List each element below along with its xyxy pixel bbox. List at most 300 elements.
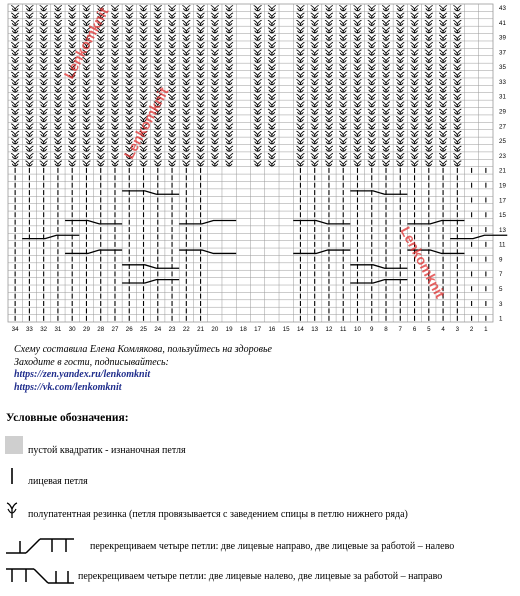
half-fisherman-stitch bbox=[382, 87, 390, 92]
half-fisherman-stitch bbox=[411, 20, 419, 25]
half-fisherman-stitch bbox=[182, 139, 190, 144]
half-fisherman-stitch bbox=[54, 57, 62, 62]
half-fisherman-stitch bbox=[296, 20, 304, 25]
half-fisherman-stitch bbox=[439, 139, 447, 144]
half-fisherman-stitch bbox=[268, 109, 276, 114]
half-fisherman-stitch bbox=[396, 57, 404, 62]
half-fisherman-stitch bbox=[439, 146, 447, 151]
half-fisherman-stitch bbox=[268, 153, 276, 158]
half-fisherman-stitch bbox=[368, 139, 376, 144]
half-fisherman-stitch bbox=[325, 124, 333, 129]
half-fisherman-stitch bbox=[311, 42, 319, 47]
half-fisherman-stitch bbox=[425, 94, 433, 99]
half-fisherman-stitch bbox=[453, 79, 461, 84]
half-fisherman-stitch bbox=[97, 57, 105, 62]
half-fisherman-stitch bbox=[111, 65, 119, 70]
half-fisherman-stitch bbox=[182, 42, 190, 47]
half-fisherman-stitch bbox=[425, 87, 433, 92]
half-fisherman-stitch bbox=[368, 153, 376, 158]
half-fisherman-stitch bbox=[411, 65, 419, 70]
half-fisherman-stitch bbox=[125, 28, 133, 33]
half-fisherman-stitch bbox=[339, 87, 347, 92]
half-fisherman-stitch bbox=[254, 87, 262, 92]
half-fisherman-stitch bbox=[140, 65, 148, 70]
half-fisherman-stitch bbox=[339, 131, 347, 136]
half-fisherman-stitch bbox=[182, 72, 190, 77]
half-fisherman-stitch bbox=[168, 139, 176, 144]
half-fisherman-stitch bbox=[11, 20, 19, 25]
half-fisherman-stitch bbox=[425, 42, 433, 47]
half-fisherman-stitch bbox=[439, 13, 447, 18]
half-fisherman-stitch bbox=[339, 116, 347, 121]
half-fisherman-stitch bbox=[254, 50, 262, 55]
half-fisherman-stitch bbox=[339, 79, 347, 84]
half-fisherman-stitch bbox=[225, 57, 233, 62]
half-fisherman-stitch bbox=[197, 79, 205, 84]
half-fisherman-stitch bbox=[140, 20, 148, 25]
half-fisherman-stitch bbox=[268, 72, 276, 77]
half-fisherman-stitch bbox=[311, 131, 319, 136]
half-fisherman-stitch bbox=[268, 87, 276, 92]
half-fisherman-stitch bbox=[368, 28, 376, 33]
half-fisherman-stitch bbox=[296, 87, 304, 92]
half-fisherman-stitch bbox=[268, 94, 276, 99]
half-fisherman-stitch bbox=[40, 131, 48, 136]
half-fisherman-stitch bbox=[40, 153, 48, 158]
half-fisherman-stitch bbox=[140, 153, 148, 158]
half-fisherman-stitch bbox=[182, 124, 190, 129]
half-fisherman-stitch bbox=[154, 20, 162, 25]
credits-author: Схему составила Елена Комлякова, пользуйтесь на здоровье bbox=[14, 344, 272, 355]
stitch-number-label: 25 bbox=[140, 326, 147, 333]
half-fisherman-stitch bbox=[211, 65, 219, 70]
half-fisherman-stitch bbox=[453, 72, 461, 77]
half-fisherman-stitch bbox=[325, 153, 333, 158]
half-fisherman-stitch bbox=[453, 116, 461, 121]
half-fisherman-stitch bbox=[40, 79, 48, 84]
half-fisherman-stitch bbox=[396, 79, 404, 84]
half-fisherman-stitch bbox=[182, 50, 190, 55]
half-fisherman-stitch bbox=[82, 6, 90, 11]
half-fisherman-stitch bbox=[353, 50, 361, 55]
half-fisherman-stitch bbox=[154, 42, 162, 47]
half-fisherman-stitch bbox=[425, 102, 433, 107]
half-fisherman-stitch bbox=[211, 72, 219, 77]
half-fisherman-stitch bbox=[439, 79, 447, 84]
half-fisherman-stitch bbox=[353, 87, 361, 92]
half-fisherman-stitch bbox=[168, 50, 176, 55]
half-fisherman-stitch bbox=[225, 13, 233, 18]
stitch-number-label: 31 bbox=[54, 326, 62, 333]
half-fisherman-stitch bbox=[325, 79, 333, 84]
half-fisherman-stitch bbox=[382, 72, 390, 77]
half-fisherman-stitch bbox=[353, 94, 361, 99]
half-fisherman-stitch bbox=[368, 161, 376, 166]
half-fisherman-stitch bbox=[311, 124, 319, 129]
half-fisherman-stitch bbox=[396, 124, 404, 129]
half-fisherman-stitch bbox=[396, 161, 404, 166]
half-fisherman-stitch bbox=[97, 72, 105, 77]
half-fisherman-stitch bbox=[411, 79, 419, 84]
half-fisherman-stitch bbox=[353, 65, 361, 70]
half-fisherman-stitch bbox=[396, 20, 404, 25]
half-fisherman-stitch bbox=[396, 65, 404, 70]
half-fisherman-stitch bbox=[54, 94, 62, 99]
half-fisherman-stitch bbox=[197, 153, 205, 158]
half-fisherman-stitch bbox=[154, 65, 162, 70]
half-fisherman-stitch bbox=[40, 42, 48, 47]
half-fisherman-stitch bbox=[125, 116, 133, 121]
half-fisherman-stitch bbox=[197, 6, 205, 11]
half-fisherman-stitch bbox=[425, 20, 433, 25]
half-fisherman-stitch bbox=[396, 50, 404, 55]
half-fisherman-stitch bbox=[40, 6, 48, 11]
half-fisherman-stitch bbox=[54, 87, 62, 92]
half-fisherman-stitch bbox=[82, 153, 90, 158]
half-fisherman-stitch bbox=[97, 131, 105, 136]
half-fisherman-stitch bbox=[154, 153, 162, 158]
half-fisherman-stitch bbox=[325, 50, 333, 55]
half-fisherman-stitch bbox=[82, 79, 90, 84]
half-fisherman-stitch bbox=[68, 153, 76, 158]
half-fisherman-stitch bbox=[25, 57, 33, 62]
half-fisherman-stitch bbox=[411, 42, 419, 47]
half-fisherman-stitch bbox=[382, 28, 390, 33]
half-fisherman-stitch bbox=[154, 139, 162, 144]
half-fisherman-stitch bbox=[439, 153, 447, 158]
half-fisherman-stitch bbox=[182, 79, 190, 84]
half-fisherman-stitch bbox=[40, 20, 48, 25]
half-fisherman-stitch bbox=[325, 102, 333, 107]
half-fisherman-stitch bbox=[439, 102, 447, 107]
half-fisherman-stitch bbox=[225, 139, 233, 144]
half-fisherman-stitch bbox=[25, 139, 33, 144]
half-fisherman-stitch bbox=[453, 42, 461, 47]
half-fisherman-stitch bbox=[25, 42, 33, 47]
stitch-number-label: 18 bbox=[239, 326, 247, 333]
half-fisherman-stitch bbox=[125, 42, 133, 47]
half-fisherman-stitch bbox=[353, 57, 361, 62]
half-fisherman-stitch bbox=[254, 94, 262, 99]
half-fisherman-stitch bbox=[396, 153, 404, 158]
half-fisherman-stitch bbox=[197, 87, 205, 92]
half-fisherman-stitch bbox=[197, 124, 205, 129]
half-fisherman-stitch bbox=[140, 87, 148, 92]
half-fisherman-stitch bbox=[225, 6, 233, 11]
half-fisherman-stitch bbox=[311, 50, 319, 55]
half-fisherman-stitch bbox=[268, 131, 276, 136]
half-fisherman-stitch bbox=[211, 116, 219, 121]
half-fisherman-stitch bbox=[368, 50, 376, 55]
half-fisherman-stitch bbox=[82, 146, 90, 151]
half-fisherman-stitch bbox=[182, 131, 190, 136]
half-fisherman-stitch bbox=[382, 79, 390, 84]
half-fisherman-stitch bbox=[382, 65, 390, 70]
half-fisherman-stitch bbox=[311, 65, 319, 70]
half-fisherman-stitch bbox=[25, 124, 33, 129]
half-fisherman-stitch bbox=[140, 72, 148, 77]
half-fisherman-stitch bbox=[254, 35, 262, 40]
half-fisherman-stitch bbox=[453, 146, 461, 151]
half-fisherman-stitch bbox=[368, 102, 376, 107]
half-fisherman-stitch bbox=[11, 94, 19, 99]
half-fisherman-stitch bbox=[396, 42, 404, 47]
half-fisherman-stitch bbox=[82, 94, 90, 99]
stitch-number-label: 27 bbox=[111, 326, 119, 333]
half-fisherman-stitch bbox=[368, 42, 376, 47]
half-fisherman-stitch bbox=[339, 28, 347, 33]
half-fisherman-stitch bbox=[54, 13, 62, 18]
half-fisherman-stitch bbox=[68, 146, 76, 151]
vk-link[interactable]: https://vk.com/lenkomknit bbox=[14, 381, 122, 393]
half-fisherman-stitch bbox=[311, 6, 319, 11]
half-fisherman-stitch bbox=[168, 42, 176, 47]
watermark-2: Lenkomknit bbox=[120, 84, 172, 162]
stitch-number-label: 34 bbox=[11, 326, 19, 333]
half-fisherman-stitch bbox=[111, 6, 119, 11]
half-fisherman-stitch bbox=[296, 161, 304, 166]
half-fisherman-stitch bbox=[68, 131, 76, 136]
half-fisherman-stitch bbox=[197, 116, 205, 121]
half-fisherman-stitch bbox=[25, 35, 33, 40]
half-fisherman-stitch bbox=[425, 6, 433, 11]
row-number-label: 27 bbox=[499, 123, 506, 131]
half-fisherman-stitch bbox=[254, 116, 262, 121]
half-fisherman-stitch bbox=[40, 28, 48, 33]
half-fisherman-stitch bbox=[140, 13, 148, 18]
half-fisherman-stitch bbox=[268, 65, 276, 70]
half-fisherman-stitch bbox=[125, 87, 133, 92]
half-fisherman-stitch bbox=[68, 6, 76, 11]
half-fisherman-stitch bbox=[168, 20, 176, 25]
half-fisherman-stitch bbox=[182, 153, 190, 158]
half-fisherman-stitch bbox=[68, 124, 76, 129]
half-fisherman-stitch bbox=[268, 50, 276, 55]
half-fisherman-stitch bbox=[68, 139, 76, 144]
half-fisherman-stitch bbox=[40, 13, 48, 18]
half-fisherman-stitch bbox=[211, 124, 219, 129]
half-fisherman-stitch bbox=[168, 146, 176, 151]
half-fisherman-stitch bbox=[125, 35, 133, 40]
half-fisherman-stitch bbox=[54, 20, 62, 25]
half-fisherman-stitch bbox=[439, 87, 447, 92]
half-fisherman-stitch bbox=[211, 35, 219, 40]
credits-invite: Заходите в гости, подписывайтесь: bbox=[14, 356, 169, 368]
half-fisherman-stitch bbox=[325, 65, 333, 70]
half-fisherman-stitch bbox=[425, 153, 433, 158]
half-fisherman-stitch bbox=[197, 131, 205, 136]
row-number-label: 3 bbox=[499, 300, 503, 308]
stitch-number-label: 4 bbox=[441, 326, 445, 333]
half-fisherman-stitch bbox=[11, 102, 19, 107]
half-fisherman-stitch bbox=[396, 109, 404, 114]
half-fisherman-stitch bbox=[168, 35, 176, 40]
half-fisherman-stitch bbox=[396, 116, 404, 121]
half-fisherman-stitch bbox=[168, 153, 176, 158]
half-fisherman-stitch bbox=[25, 50, 33, 55]
half-fisherman-stitch bbox=[125, 13, 133, 18]
watermarks bbox=[61, 4, 449, 301]
half-fisherman-stitch bbox=[296, 50, 304, 55]
half-fisherman-stitch bbox=[68, 13, 76, 18]
half-fisherman-stitch bbox=[168, 131, 176, 136]
half-fisherman-stitch bbox=[382, 6, 390, 11]
half-fisherman-stitch bbox=[168, 6, 176, 11]
half-fisherman-stitch bbox=[111, 146, 119, 151]
half-fisherman-stitch bbox=[254, 153, 262, 158]
half-fisherman-stitch bbox=[311, 79, 319, 84]
half-fisherman-stitch bbox=[411, 72, 419, 77]
half-fisherman-stitch bbox=[339, 20, 347, 25]
row-number-label: 19 bbox=[499, 182, 506, 190]
half-fisherman-stitch bbox=[425, 146, 433, 151]
half-fisherman-stitch bbox=[54, 139, 62, 144]
half-fisherman-stitch bbox=[140, 161, 148, 166]
half-fisherman-stitch bbox=[311, 109, 319, 114]
half-fisherman-stitch bbox=[382, 109, 390, 114]
half-fisherman-stitch bbox=[411, 146, 419, 151]
half-fisherman-stitch bbox=[68, 28, 76, 33]
half-fisherman-stitch bbox=[325, 146, 333, 151]
half-fisherman-stitch bbox=[225, 87, 233, 92]
half-fisherman-stitch bbox=[296, 109, 304, 114]
half-fisherman-stitch bbox=[368, 13, 376, 18]
half-fisherman-stitch bbox=[268, 42, 276, 47]
half-fisherman-stitch bbox=[382, 35, 390, 40]
half-fisherman-stitch bbox=[40, 124, 48, 129]
stitch-number-label: 12 bbox=[325, 326, 333, 333]
stitch-number-label: 28 bbox=[97, 326, 105, 333]
half-fisherman-stitch bbox=[40, 35, 48, 40]
half-fisherman-stitch bbox=[11, 153, 19, 158]
half-fisherman-stitch bbox=[54, 42, 62, 47]
half-fisherman-stitch bbox=[325, 131, 333, 136]
half-fisherman-stitch bbox=[353, 131, 361, 136]
half-fisherman-stitch bbox=[254, 42, 262, 47]
stitch-number-label: 3 bbox=[455, 326, 460, 333]
zen-link[interactable]: https://zen.yandex.ru/lenkomknit bbox=[14, 369, 151, 380]
half-fisherman-stitch bbox=[382, 94, 390, 99]
half-fisherman-stitch bbox=[296, 35, 304, 40]
half-fisherman-stitch bbox=[325, 161, 333, 166]
half-fisherman-stitch bbox=[68, 87, 76, 92]
half-fisherman-stitch bbox=[453, 57, 461, 62]
half-fisherman-stitch bbox=[197, 102, 205, 107]
row-number-label: 9 bbox=[499, 256, 503, 264]
half-fisherman-stitch bbox=[54, 124, 62, 129]
half-fisherman-stitch bbox=[411, 153, 419, 158]
half-fisherman-stitch bbox=[111, 28, 119, 33]
half-fisherman-stitch bbox=[411, 116, 419, 121]
half-fisherman-stitch bbox=[25, 20, 33, 25]
half-fisherman-stitch bbox=[353, 161, 361, 166]
half-fisherman-stitch bbox=[11, 35, 19, 40]
half-fisherman-stitch bbox=[25, 65, 33, 70]
half-fisherman-stitch bbox=[368, 109, 376, 114]
half-fisherman-stitch bbox=[154, 72, 162, 77]
half-fisherman-stitch bbox=[254, 102, 262, 107]
half-fisherman-stitch bbox=[211, 153, 219, 158]
half-fisherman-stitch bbox=[11, 72, 19, 77]
half-fisherman-stitch bbox=[168, 161, 176, 166]
half-fisherman-stitch bbox=[296, 102, 304, 107]
half-fisherman-stitch bbox=[211, 146, 219, 151]
half-fisherman-stitch bbox=[368, 146, 376, 151]
half-fisherman-stitch bbox=[182, 28, 190, 33]
half-fisherman-stitch bbox=[296, 139, 304, 144]
half-fisherman-stitch bbox=[182, 146, 190, 151]
half-fisherman-stitch bbox=[353, 6, 361, 11]
half-fisherman-stitch bbox=[268, 35, 276, 40]
half-fisherman-stitch bbox=[225, 65, 233, 70]
half-fisherman-stitch bbox=[325, 109, 333, 114]
half-fisherman-stitch bbox=[311, 153, 319, 158]
half-fisherman-stitch bbox=[339, 42, 347, 47]
half-fisherman-stitch bbox=[25, 146, 33, 151]
half-fisherman-stitch bbox=[368, 124, 376, 129]
half-fisherman-stitch bbox=[411, 94, 419, 99]
half-fisherman-stitch bbox=[353, 28, 361, 33]
half-fisherman-stitch bbox=[54, 6, 62, 11]
half-fisherman-stitch bbox=[353, 102, 361, 107]
half-fisherman-stitch bbox=[40, 161, 48, 166]
half-fisherman-stitch bbox=[182, 65, 190, 70]
half-fisherman-stitch bbox=[225, 153, 233, 158]
cable-cross-left-icon bbox=[4, 566, 76, 586]
half-fisherman-stitch bbox=[439, 65, 447, 70]
half-fisherman-stitch bbox=[97, 124, 105, 129]
half-fisherman-stitch bbox=[339, 102, 347, 107]
half-fisherman-stitch bbox=[396, 131, 404, 136]
row-number-label: 17 bbox=[499, 197, 506, 205]
half-fisherman-stitch bbox=[296, 146, 304, 151]
half-fisherman-stitch bbox=[225, 20, 233, 25]
half-fisherman-stitch bbox=[453, 28, 461, 33]
half-fisherman-stitch bbox=[40, 87, 48, 92]
half-fisherman-stitch bbox=[182, 102, 190, 107]
half-fisherman-stitch bbox=[311, 146, 319, 151]
half-fisherman-stitch bbox=[439, 94, 447, 99]
half-fisherman-stitch bbox=[54, 28, 62, 33]
half-fisherman-stitch bbox=[82, 161, 90, 166]
stitch-number-label: 24 bbox=[154, 326, 162, 333]
half-fisherman-stitch bbox=[211, 28, 219, 33]
half-fisherman-stitch bbox=[225, 109, 233, 114]
half-fisherman-stitch bbox=[425, 131, 433, 136]
half-fisherman-stitch bbox=[211, 79, 219, 84]
half-fisherman-stitch bbox=[353, 35, 361, 40]
half-fisherman-stitch bbox=[254, 13, 262, 18]
half-fisherman-stitch bbox=[353, 20, 361, 25]
half-fisherman-stitch bbox=[325, 28, 333, 33]
half-fisherman-stitch bbox=[268, 116, 276, 121]
half-fisherman-stitch bbox=[311, 139, 319, 144]
half-fisherman-stitch bbox=[411, 57, 419, 62]
half-fisherman-stitch bbox=[82, 131, 90, 136]
half-fisherman-stitch bbox=[40, 102, 48, 107]
half-fisherman-stitch bbox=[396, 102, 404, 107]
half-fisherman-stitch bbox=[25, 28, 33, 33]
half-fisherman-stitch bbox=[154, 79, 162, 84]
half-fisherman-stitch bbox=[168, 124, 176, 129]
half-fisherman-stitch bbox=[311, 20, 319, 25]
half-fisherman-stitch bbox=[211, 42, 219, 47]
half-fisherman-stitch bbox=[382, 13, 390, 18]
half-fisherman-stitch bbox=[125, 20, 133, 25]
stitch-number-label: 11 bbox=[340, 326, 347, 333]
half-fisherman-stitch bbox=[182, 94, 190, 99]
half-fisherman-stitch bbox=[382, 42, 390, 47]
